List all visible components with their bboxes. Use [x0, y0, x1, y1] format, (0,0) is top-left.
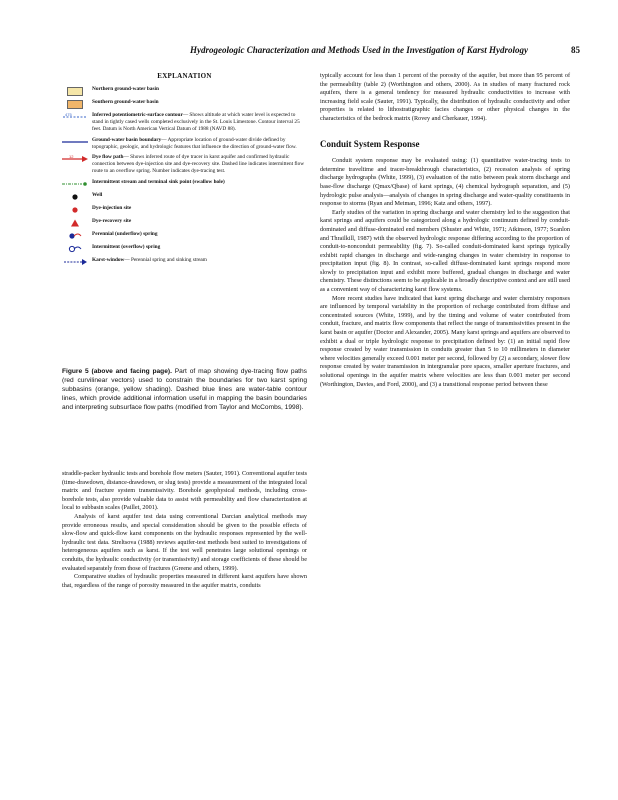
legend-item-karst-window: Karst-window— Perennial spring and sinking stream: [62, 257, 307, 267]
legend-item-intermittent-spring: Intermittent (overflow) spring: [62, 244, 307, 254]
dye-injection-icon: [62, 205, 88, 215]
legend-item-intermittent-stream: Intermittent stream and terminal sink point (swallow hole): [62, 179, 307, 189]
legend-item-dye-injection: Dye-injection site: [62, 205, 307, 215]
paragraph: Early studies of the variation in spring discharge and water chemistry led to the suggestion that karst springs and aquifers could be categorized along a hydrologic continuum defined by conduit-dominated and diffuse-dominated end members (Shuster and White, 1971; Atkinson, 1977; Scanlon and Thrailkill, 1987) with the observed hydrologic response differing according to the proportion of conduit-to-nonconduit permeability (fig. 7). So-called conduit-dominated karst springs typically exhibit rapid changes in discharge and wide-ranging changes in water chemistry in response to precipitation input (fig. 8). In contrast, so-called diffuse-dominated karst springs respond more slowly to precipitation input and exhibit more buffered, gradual changes in discharge and water chemistry. These distinctions seem to be applicable in a broadly descriptive context and are still used as a convenient way of characterizing karst flow systems.: [320, 208, 570, 294]
well-icon: [62, 192, 88, 202]
svg-text:12: 12: [69, 154, 74, 160]
stream-sink-symbol: [62, 179, 88, 189]
karst-window-icon: [62, 257, 88, 267]
paragraph: Conduit system response may be evaluated using: (1) quantitative water-tracing tests to determine traveltime and tracer-breakthrough characteristics, (2) recession analysis of spring discharge hydrographs (White, 1999), (3) evaluation of the ratio between peak storm discharge and base-flow discharge (Qmax/Qbase) of karst springs, (4) chemical hydrograph separation, and (5) hydrologic pulse analysis—analysis of changes in spring discharge and water-quality constituents in response to storms (Ryan and Meiman, 1996; Katz and others, 1997).: [320, 157, 570, 208]
southern-basin-swatch: [67, 100, 83, 109]
paragraph: typically account for less than 1 percent of the porosity of the aquifer, but more than 95 percent of the permeability (table 2) (Worthington and others, 2000). As in studies of many fractured rock aquifers, there is a general tendency for measured hydraulic conductivities to increase with increasing field scale (Sauter, 1991). Typically, the distribution of hydraulic conductivity and other properties is related to lithostratigraphic facies changes or other physical changes in the characteristics of the bedrock matrix (Rovey and Cherkauer, 1994).: [320, 72, 570, 122]
legend-item-northern-basin: Northern ground-water basin: [62, 86, 307, 96]
legend-item-basin-boundary: Ground-water basin boundary— Appropriate location of ground-water divide defined by topographic, geologic, and hydrologic features that influence the direction of ground-water flow.: [62, 137, 307, 151]
legend-item-dye-flow-path: 12 Dye flow path— Shows inferred route of dye tracer in karst aquifer and confirmed hydraulic connection between dye-injection site and dye-recovery site. Dashed line indicates intermittent flow route to an overflow spring. Number indicates dye-tracing test.: [62, 154, 307, 176]
legend-item-dye-recovery: Dye-recovery site: [62, 218, 307, 228]
legend-item-perennial-spring: Perennial (underflow) spring: [62, 231, 307, 241]
intermittent-spring-icon: [62, 244, 88, 254]
section-heading: Conduit System Response: [320, 138, 420, 149]
header-title: Hydrogeologic Characterization and Methods Used in the Investigation of Karst Hydrology: [190, 45, 529, 55]
northern-basin-swatch: [67, 87, 83, 96]
legend-item-well: Well: [62, 192, 307, 202]
dye-recovery-icon: [62, 218, 88, 228]
perennial-spring-icon: [62, 231, 88, 241]
contour-line-symbol: [62, 112, 88, 122]
figure-caption-label: Figure 5 (above and facing page).: [62, 368, 172, 375]
running-header: [190, 45, 580, 55]
legend-item-southern-basin: Southern ground-water basin: [62, 99, 307, 109]
dye-path-arrow-icon: [62, 154, 88, 164]
paragraph: straddle-packer hydraulic tests and borehole flow meters (Sauter, 1991). Conventional aquifer tests (time-drawdown, distance-drawdown, or slug tests) provide a measurement of the integrated local matrix and fracture system transmissivity. Borehole geophysical methods, including cross-borehole tests, also provide valuable data to assist with permeability and flow characterization at local to subbasin scales (Paillet, 2001).: [62, 470, 307, 512]
legend-item-contour: 475 Inferred potentiometric-surface contour— Shows altitude at which water level is expected to stand in tightly cased wells completed exclusively in the St. Louis Limestone. Contour interval 25 feet. Datum is North American Vertical Datum of 1988 (NAVD 88).: [62, 112, 307, 134]
map-legend: [62, 72, 307, 270]
right-column-body: [320, 72, 570, 389]
figure-caption: [62, 367, 307, 412]
left-column-body: [62, 470, 307, 590]
page-number: 85: [571, 45, 580, 55]
svg-text:475: 475: [65, 112, 72, 117]
paragraph: More recent studies have indicated that karst spring discharge and water chemistry responses are influenced by temporal variability in the proportion of recharge contributed from diffuse and concentrated sources (White, 1999), and by the timing and volume of water contributed from conduit, fracture, and matrix flow components that reflect the range of transmissivities present in the karst basin or aquifer (Doctor and Alexander, 2005). Many karst springs and aquifers are observed to exhibit a dual or triple hydrologic response to precipitation defined by: (1) an initial rapid flow response created by water transmission in conduits greater than 5 to 10 millimeters in diameter where velocities generally exceed 0.001 meter per second, followed by (2) a secondary, slower flow response created by water transmission in intergranular pore spaces, smaller aperture fractures, and solutional openings in the aquifer matrix where velocities are less than 0.001 meter per second (Worthington, Davies, and Ford, 2000), and (3) a transitional response period between these: [320, 294, 570, 388]
paragraph: Comparative studies of hydraulic properties measured in different karst aquifers have shown that, regardless of the range of porosity measured in the aquifer matrix, conduits: [62, 573, 307, 589]
figure-caption-text: Part of map showing dye-tracing flow paths (red curvilinear vectors) used to constrain the boundaries for two karst spring subbasins (orange, yellow shading). Dashed blue lines are water-table contour lines, which provide additional information useful in mapping the basin boundaries and interpreting subsurface flow paths (modified from Taylor and McCombs, 1998).: [62, 368, 307, 411]
paragraph: Analysis of karst aquifer test data using conventional Darcian analytical methods may provide erroneous results, and special consideration should be given to the possible effects of slow-flow and quick-flow karst components on the hydraulic responses represented by the well-hydraulic test data. Streltsova (1988) reviews aquifer-test methods best suited to investigations of heterogeneous aquifers such as karst. If the test well penetrates large solutional openings or conduits, the hydraulic conductivity (or transmissivity) and storage coefficients of these should be evaluated separately from those of fractures (Greene and others, 1999).: [62, 512, 307, 572]
legend-title: EXPLANATION: [157, 72, 212, 80]
boundary-line-symbol: [62, 137, 88, 147]
